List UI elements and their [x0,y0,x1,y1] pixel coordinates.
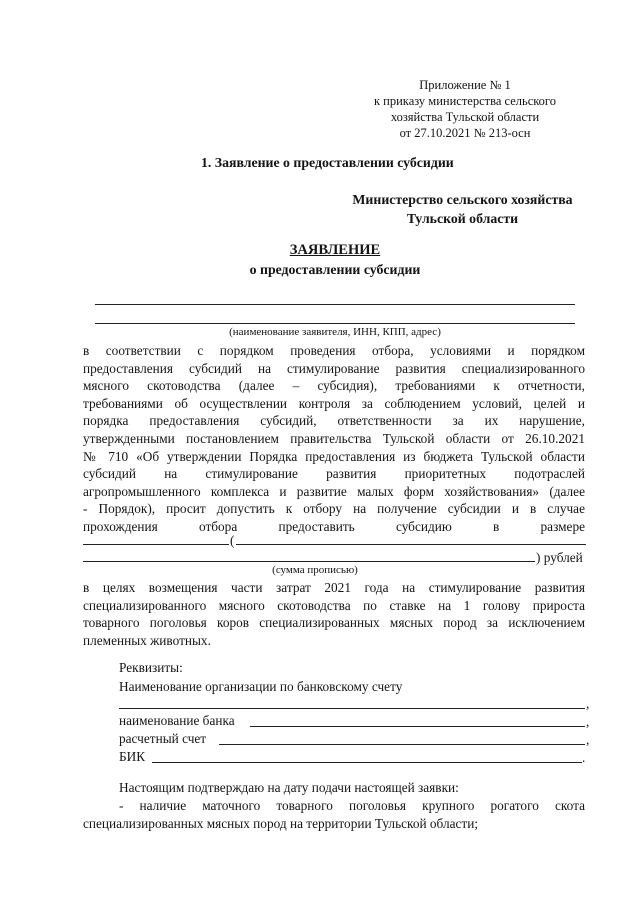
addressee-line1: Министерство сельского хозяйства [352,192,573,207]
paragraph-2-line: в целях возмещения части затрат 2021 года на стимулирование развития [83,580,585,595]
paragraph-1-line: № 710 «Об утверждении Порядка предоставления из бюджета Тульской области [83,448,585,464]
account-label: расчетный счет [119,731,207,746]
document-title-main: ЗАЯВЛЕНИЕ [289,242,381,258]
applicant-caption: (наименование заявителя, ИНН, КПП, адрес) [229,326,441,338]
paragraph-2-line: товарного поголовья коров специализированных мясных пород за исключением [83,615,585,631]
appendix-number: Приложение № 1 [419,78,511,92]
applicant-line-1[interactable] [95,304,575,305]
amount-line-1[interactable] [83,544,229,545]
document-title-sub: о предоставлении субсидии [249,262,421,277]
paragraph-2-last-line: племенных животных. [83,632,211,648]
bank-name-line[interactable] [250,726,585,727]
document-title [160,240,510,280]
paragraph-1 [83,342,585,536]
paragraph-2 [83,579,585,649]
paragraph-1-line: прохождения отбора предоставить субсидию в размере [83,518,585,534]
amount-open-paren: ( [230,533,235,548]
section-title: 1. Заявление о предоставлении субсидии [201,155,454,170]
paragraph-1-line: в соответствии с порядком проведения отбора, условиями и порядком [83,343,585,358]
confirm-intro: Настоящим подтверждаю на дату подачи настоящей заявки: [119,780,459,795]
account-comma: , [586,732,590,747]
amount-line-2[interactable] [83,561,535,562]
amount-rubles: ) рублей [536,550,583,565]
paragraph-1-line: утвержденными постановлением правительства Тульской области от 26.10.2021 [83,430,585,446]
bank-name-comma: , [586,714,590,729]
paragraph-1-line: предоставления субсидий на стимулирование развития специализированного [83,360,585,376]
org-name-label: Наименование организации по банковскому счету [119,679,403,694]
org-name-comma: , [586,696,590,711]
bik-line[interactable] [152,762,582,763]
addressee-line2: Тульской области [406,211,519,226]
addressee [340,190,585,228]
paragraph-1-line: порядка предоставления субсидий, ответственности за их нарушение, [83,413,585,429]
account-line[interactable] [219,744,585,745]
bik-period: . [582,750,586,765]
applicant-line-2[interactable] [95,323,575,324]
paragraph-1-line: агропромышленного комплекса и развитие малых форм хозяйствования» (далее [83,483,585,499]
confirm-item-1-line2: специализированных мясных пород на территории Тульской области; [83,815,479,831]
paragraph-1-line: мясного скотоводства (далее – субсидия), требованиями к отчетности, [83,378,585,394]
paragraph-2-line: специализированного мясного скотоводства по ставке на 1 голову прироста [83,597,585,613]
requisites-title: Реквизиты: [119,660,183,675]
appendix-order-line: к приказу министерства сельского [373,94,556,108]
appendix-ministry-line: хозяйства Тульской области [390,110,540,124]
appendix-date-line: от 27.10.2021 № 213-осн [399,126,531,140]
org-name-line[interactable] [119,708,585,709]
amount-caption: (сумма прописью) [272,564,358,576]
bank-name-label: наименование банка [119,713,235,728]
confirm-item-1 [83,797,585,832]
amount-line-1b[interactable] [236,544,586,545]
paragraph-1-line: субсидий на стимулирование развития приоритетных подотраслей [83,466,585,482]
bik-label: БИК [119,749,146,764]
appendix-header [352,77,578,141]
confirm-item-1-line1: - наличие маточного товарного поголовья крупного рогатого скота [119,798,585,813]
paragraph-1-line: - Порядок), просит допустить к отбору на получение субсидии и в случае [83,501,585,517]
paragraph-1-line: требованиями об осуществлении контроля за соблюдением условий, целей и [83,395,585,411]
